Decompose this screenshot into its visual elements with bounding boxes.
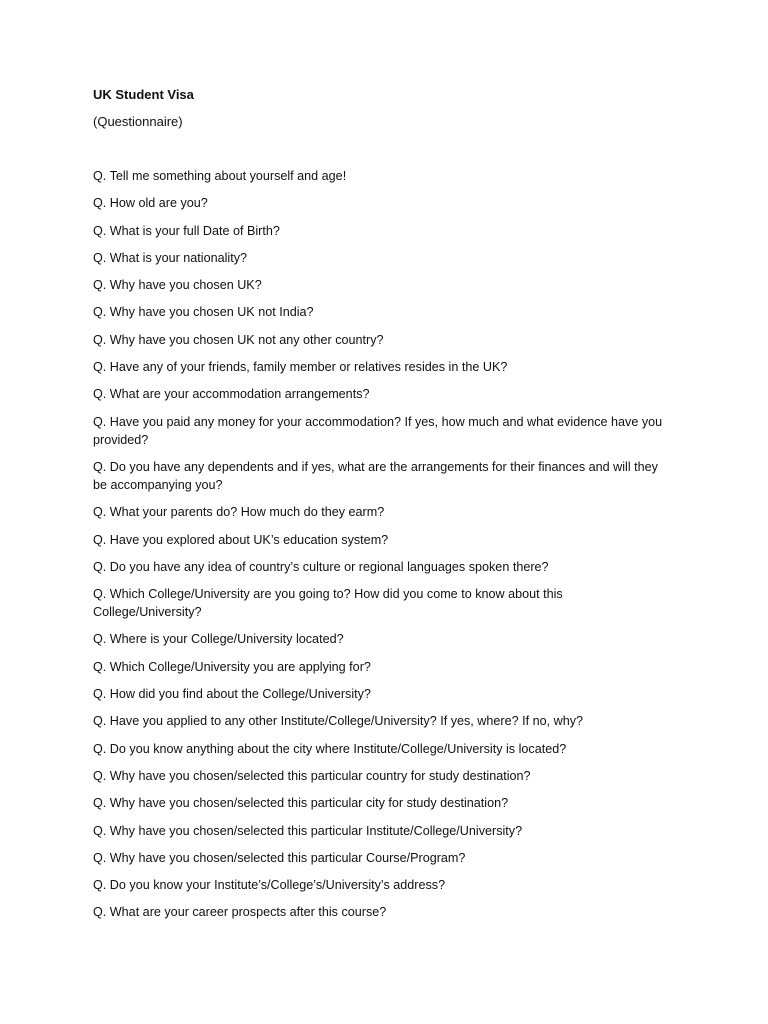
question-item: Q. Which College/University are you going to? How did you come to know about this College/University? [93,587,563,620]
question-item: Q. Have you paid any money for your accommodation? If yes, how much and what evidence have you provided? [93,414,663,447]
question-item: Q. How did you find about the College/University? [93,687,371,702]
question-item: Q. Why have you chosen/selected this particular country for study destination? [93,768,531,783]
question-item: Q. Have you explored about UK’s education system? [93,532,389,547]
question-item: Q. Why have you chosen/selected this particular Institute/College/University? [93,823,523,838]
question-item: Q. Tell me something about yourself and age! [93,169,347,183]
document-title: UK Student Visa [93,87,194,102]
question-item: Q. How old are you? [93,196,208,211]
question-item: Q. Do you have any dependents and if yes, what are the arrangements for their finances and will they be accompanying you? [93,459,658,492]
question-item: Q. What is your nationality? [93,250,247,265]
question-item: Q. Have any of your friends, family member or relatives resides in the UK? [93,360,508,375]
question-item: Q. What are your career prospects after this course? [93,905,387,920]
document-content [93,86,673,931]
question-item: Q. Which College/University you are applying for? [93,659,371,674]
question-item: Q. Where is your College/University located? [93,632,344,647]
question-list [93,167,673,921]
question-item: Q. Do you know your Institute’s/College’s/University’s address? [93,878,446,893]
question-item: Q. Do you know anything about the city where Institute/College/University is located? [93,741,567,756]
question-item: Q. Do you have any idea of country’s culture or regional languages spoken there? [93,559,549,574]
question-item: Q. What is your full Date of Birth? [93,223,280,238]
question-item: Q. Why have you chosen/selected this particular Course/Program? [93,850,466,865]
question-item: Q. What are your accommodation arrangements? [93,387,370,402]
question-item: Q. Why have you chosen/selected this particular city for study destination? [93,796,509,811]
question-item: Q. Why have you chosen UK not any other country? [93,332,384,347]
question-item: Q. Have you applied to any other Institute/College/University? If yes, where? If no, why? [93,714,584,729]
question-item: Q. Why have you chosen UK not India? [93,305,314,320]
question-item: Q. What your parents do? How much do they earm? [93,505,385,520]
document-subtitle: (Questionnaire) [93,114,183,129]
question-item: Q. Why have you chosen UK? [93,278,262,293]
